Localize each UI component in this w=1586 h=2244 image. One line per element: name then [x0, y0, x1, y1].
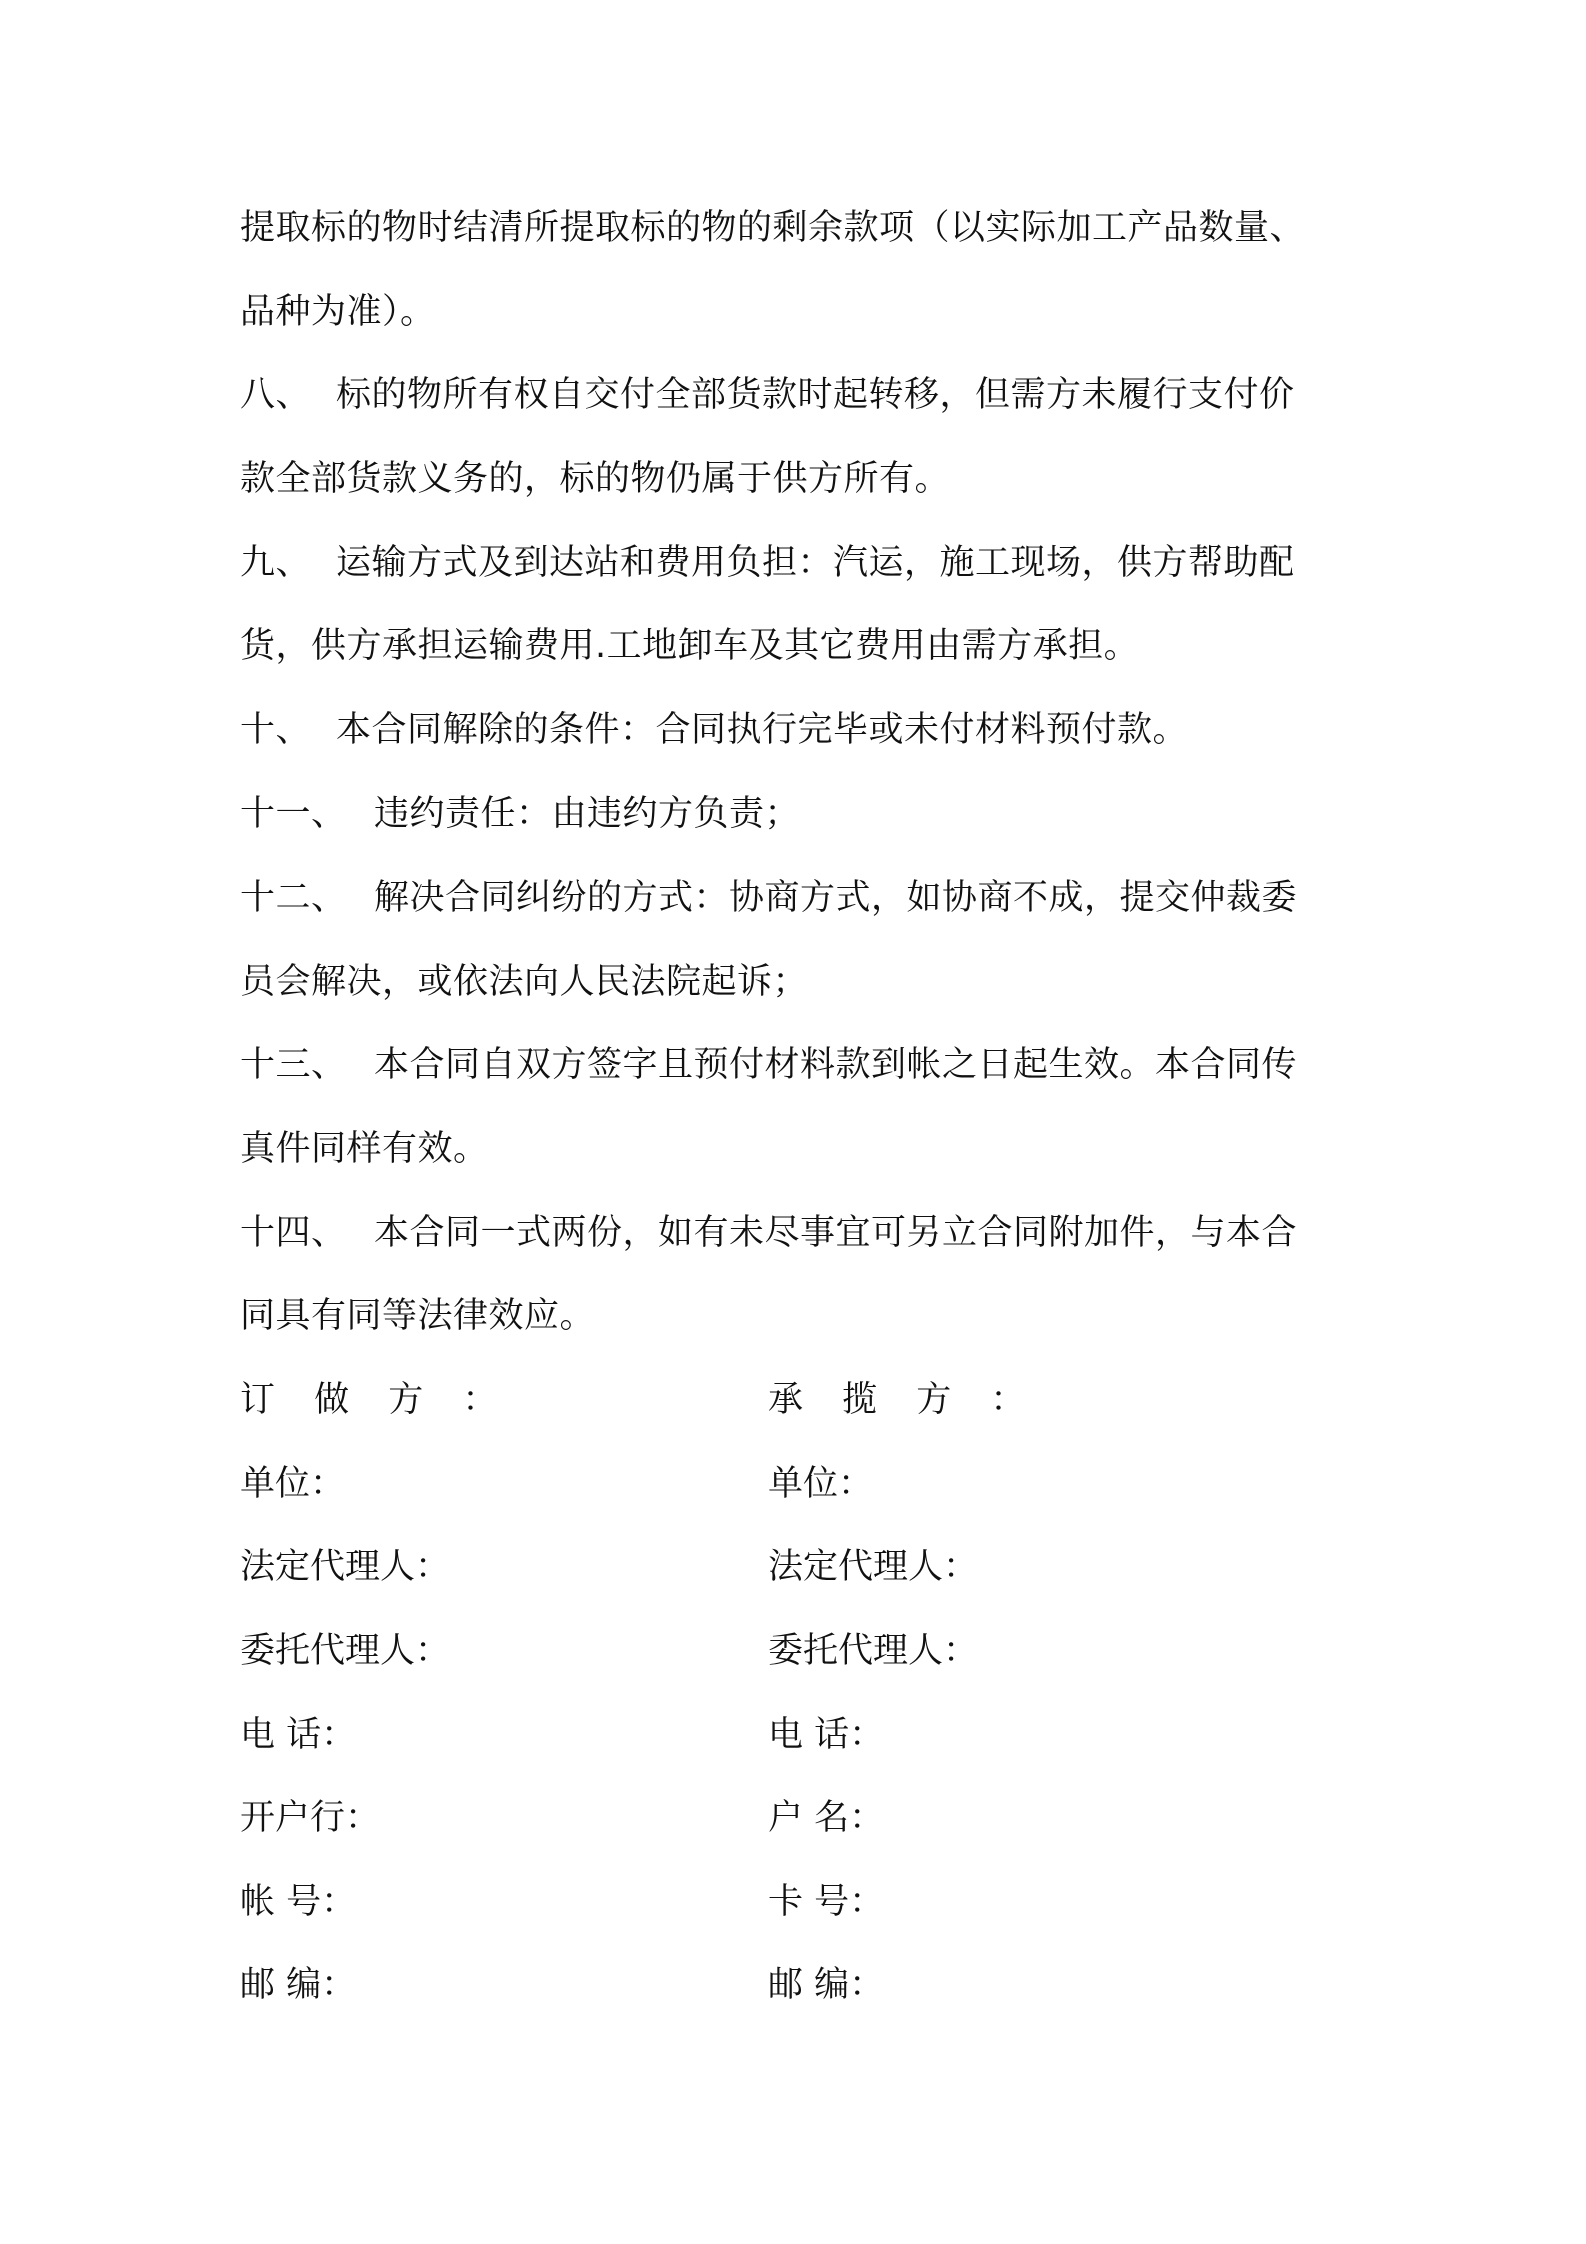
right-unit-label: 单位： — [768, 1464, 874, 1504]
right-legal-rep-label: 法定代理人： — [768, 1547, 979, 1587]
clause-12-number: 十二、 — [240, 878, 347, 918]
clause-12 — [240, 876, 1360, 920]
clause-7-continuation-line-1: 提取标的物时结清所提取标的物的剩余款项（以实际加工产品数量、 — [240, 208, 1306, 248]
left-postcode-label: 邮 编： — [240, 1965, 357, 2005]
clause-14-number: 十四、 — [240, 1213, 347, 1253]
clause-9-number: 九、 — [240, 543, 312, 583]
clause-13 — [240, 1043, 1360, 1087]
left-unit-label: 单位： — [240, 1464, 346, 1504]
clause-10-number: 十、 — [240, 710, 312, 750]
clause-14-line-2: 同具有同等法律效应。 — [240, 1296, 596, 1336]
left-account-label: 帐 号： — [240, 1882, 357, 1922]
clause-13-line-2: 真件同样有效。 — [240, 1129, 489, 1169]
left-phone-label: 电 话： — [240, 1715, 357, 1755]
clause-7-continuation-line-2: 品种为准）。 — [240, 292, 436, 332]
right-card-label: 卡 号： — [768, 1882, 885, 1922]
left-party-label: 订 做 方 ： — [240, 1380, 512, 1420]
clause-8-text-line-1: 标的物所有权自交付全部货款时起转移，但需方未履行支付价 — [336, 375, 1295, 415]
right-account-name-label: 户 名： — [768, 1798, 885, 1838]
clause-9-line-2: 货，供方承担运输费用.工地卸车及其它费用由需方承担。 — [240, 626, 1140, 666]
left-agent-label: 委托代理人： — [240, 1631, 451, 1671]
clause-11-number: 十一、 — [240, 794, 347, 834]
clause-8 — [240, 373, 1360, 417]
clause-12-text-line-1: 解决合同纠纷的方式：协商方式，如协商不成，提交仲裁委 — [374, 878, 1298, 918]
right-phone-label: 电 话： — [768, 1715, 885, 1755]
clause-9 — [240, 541, 1360, 585]
clause-10 — [240, 708, 1360, 752]
clause-13-number: 十三、 — [240, 1045, 347, 1085]
clause-13-text-line-1: 本合同自双方签字且预付材料款到帐之日起生效。本合同传 — [374, 1045, 1298, 1085]
clause-9-text-line-1: 运输方式及到达站和费用负担：汽运，施工现场，供方帮助配 — [336, 543, 1295, 583]
right-party-label: 承 揽 方 ： — [768, 1380, 1040, 1420]
right-agent-label: 委托代理人： — [768, 1631, 979, 1671]
clause-11 — [240, 792, 1360, 836]
clause-8-line-2: 款全部货款义务的，标的物仍属于供方所有。 — [240, 459, 951, 499]
clause-12-line-2: 员会解决，或依法向人民法院起诉； — [240, 962, 809, 1002]
clause-14 — [240, 1211, 1360, 1255]
clause-10-text: 本合同解除的条件：合同执行完毕或未付材料预付款。 — [336, 710, 1189, 750]
left-bank-label: 开户行： — [240, 1798, 381, 1838]
clause-8-number: 八、 — [240, 375, 312, 415]
clause-11-text: 违约责任：由违约方负责； — [374, 794, 801, 834]
right-postcode-label: 邮 编： — [768, 1965, 885, 2005]
clause-14-text-line-1: 本合同一式两份，如有未尽事宜可另立合同附加件，与本合 — [374, 1213, 1298, 1253]
left-legal-rep-label: 法定代理人： — [240, 1547, 451, 1587]
